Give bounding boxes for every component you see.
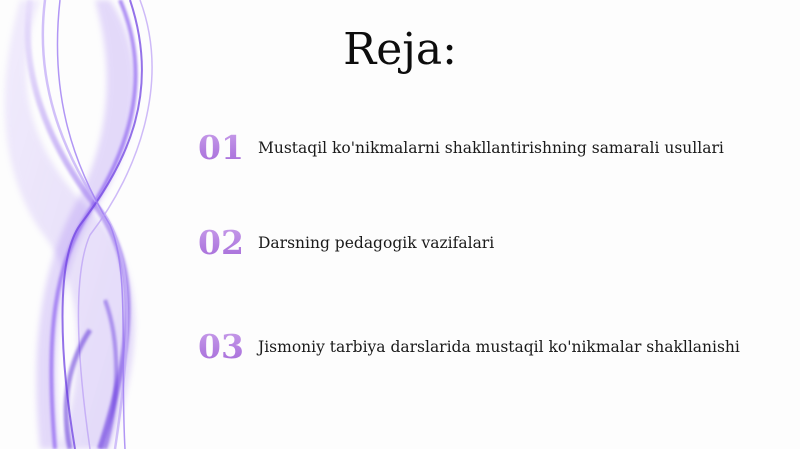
agenda-text: Jismoniy tarbiya darslarida mustaqil ko'nikmalar shakllanishi — [258, 338, 740, 356]
agenda-number: 01 — [198, 128, 258, 168]
agenda-item-2 — [198, 223, 778, 263]
slide-title: Reja: — [343, 24, 457, 75]
agenda-item-3 — [198, 327, 778, 367]
purple-smoke-ribbon-icon — [0, 0, 200, 449]
agenda-text: Darsning pedagogik vazifalari — [258, 234, 495, 252]
agenda-number: 02 — [198, 223, 258, 263]
agenda-text: Mustaqil ko'nikmalarni shakllantirishning samarali usullari — [258, 139, 724, 157]
agenda-item-1 — [198, 128, 778, 168]
agenda-number: 03 — [198, 327, 258, 367]
